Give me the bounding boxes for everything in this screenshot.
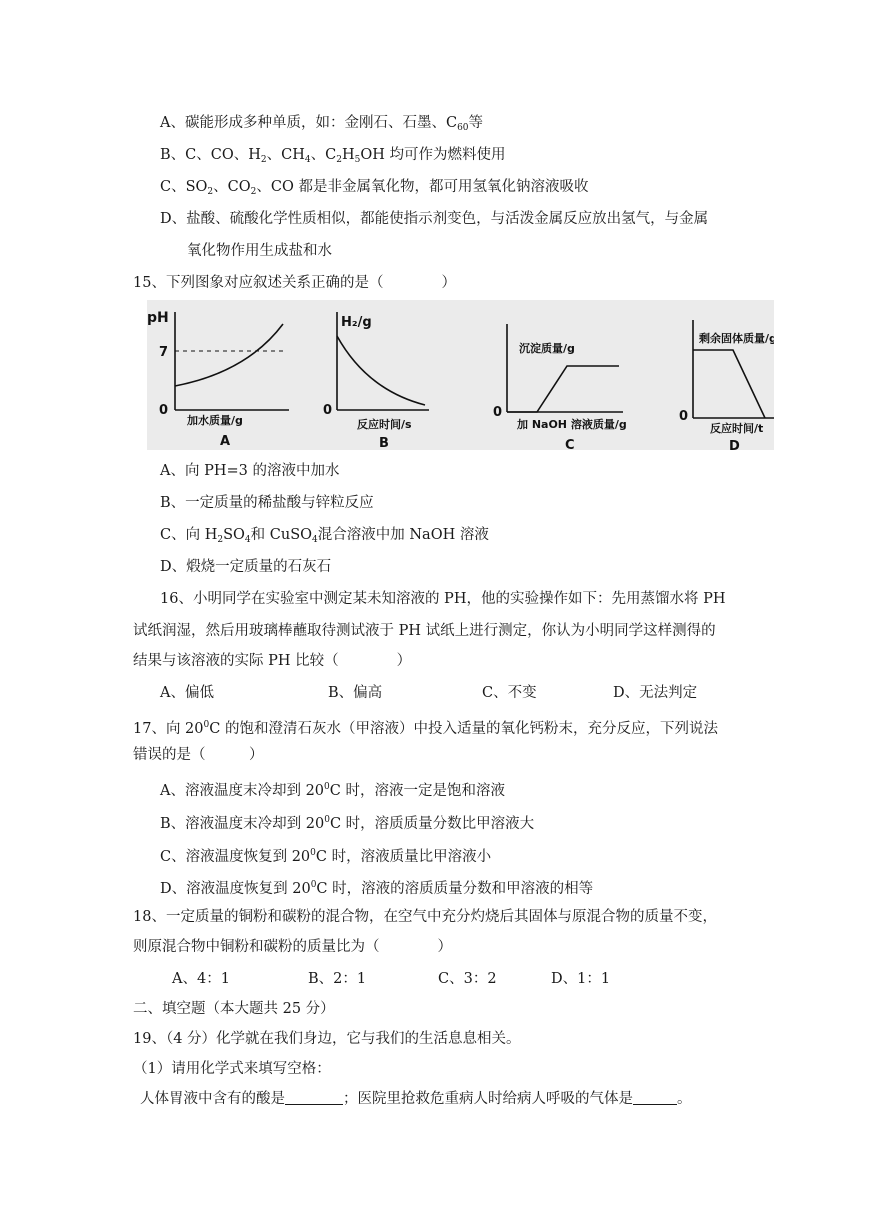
graph-d-curve [693,350,765,418]
graph-a-tick-7: 7 [159,345,169,360]
section-2-title: 二、填空题（本大题共 25 分） [133,1001,335,1017]
q15-option-d: D、煅烧一定质量的石灰石 [160,559,332,575]
q19-blank-2[interactable] [633,1090,677,1105]
q18-option-a: A、4：1 [172,971,230,987]
graph-a-y-label: pH [147,310,169,326]
q16-stem-line3: 结果与该溶液的实际 PH 比较（ ） [133,653,412,669]
graph-c-origin: 0 [493,405,503,420]
q15-stem: 15、下列图象对应叙述关系正确的是（ ） [133,275,456,291]
q19-sub1: （1）请用化学式来填写空格： [133,1061,331,1077]
graph-b [323,312,429,450]
q15-option-b: B、一定质量的稀盐酸与锌粒反应 [160,495,374,511]
graph-d-y-label: 剩余固体质量/g [699,332,774,345]
graph-a-letter: A [220,434,231,449]
q14-option-b: B、C、CO、$H_2$、$CH_4$、$C_2H_5OH$ 均可作为燃料使用 [160,147,506,165]
graph-b-y-label: H₂/g [341,315,372,330]
graph-d-origin: 0 [679,409,689,424]
graph-b-curve [337,336,425,405]
graph-d-x-label: 反应时间/t [710,422,764,435]
q16-stem-line1: 16、小明同学在实验室中测定某未知溶液的 PH，他的实验操作如下：先用蒸馏水将 PH [160,591,726,607]
q17-option-d: D、溶液温度恢复到 $20^0C$ 时，溶液的溶质质量分数和甲溶液的相等 [160,880,594,897]
q18-stem-line2: 则原混合物中铜粉和碳粉的质量比为（ ） [133,939,452,955]
q16-option-b: B、偏高 [328,685,383,701]
q14-option-d-line1: D、盐酸、硫酸化学性质相似，都能使指示剂变色，与活泼金属反应放出氢气，与金属 [160,211,709,227]
q14-option-a: A、碳能形成多种单质，如：金刚石、石墨、$C_{60}$等 [160,115,484,133]
q17-option-c: C、溶液温度恢复到 $20^0C$ 时，溶液质量比甲溶液小 [160,848,492,865]
graph-c-x-label: 加 NaOH 溶液质量/g [517,418,627,431]
graph-a-curve [175,324,283,386]
graph-c-curve [507,366,619,412]
q19-fill-line: 人体胃液中含有的酸是 ；医院里抢救危重病人时给病人呼吸的气体是 。 [140,1091,692,1107]
graph-a [147,310,289,449]
graph-a-x-label: 加水质量/g [187,414,243,427]
graph-b-letter: B [379,436,389,450]
q16-option-d: D、无法判定 [613,685,698,701]
q15-option-a: A、向 PH=3 的溶液中加水 [160,463,340,479]
q15-graph-strip [147,300,774,450]
graph-b-origin: 0 [323,403,333,418]
graph-a-origin: 0 [159,403,169,418]
q16-stem-line2: 试纸润湿，然后用玻璃棒蘸取待测试液于 PH 试纸上进行测定，你认为小明同学这样测得的 [133,623,716,639]
q19-stem: 19、（4 分）化学就在我们身边，它与我们的生活息息相关。 [133,1031,521,1047]
q15-option-c: C、向 $H_2SO_4$和 CuSO$_4$混合溶液中加 NaOH 溶液 [160,527,489,545]
graph-c [493,324,627,450]
graph-d-letter: D [729,439,740,450]
q16-option-c: C、不变 [482,685,537,701]
q15-graphs-svg [147,300,774,450]
graph-c-letter: C [565,438,575,450]
q18-option-b: B、2：1 [308,971,367,987]
q19-blank-1[interactable] [285,1090,343,1105]
q18-stem-line1: 18、一定质量的铜粉和碳粉的混合物，在空气中充分灼烧后其固体与原混合物的质量不变， [133,909,717,925]
q18-option-d: D、1：1 [551,971,611,987]
q16-option-a: A、偏低 [160,685,214,701]
q18-option-c: C、3：2 [438,971,497,987]
graph-d [679,320,774,450]
q17-option-a: A、溶液温度末冷却到 $20^0C$ 时，溶液一定是饱和溶液 [160,782,505,799]
q17-option-b: B、溶液温度末冷却到 $20^0C$ 时，溶质质量分数比甲溶液大 [160,815,535,832]
q14-option-c: C、$SO_2$、$CO_2$、CO 都是非金属氧化物，都可用氢氧化钠溶液吸收 [160,179,589,197]
q17-stem-line2: 错误的是（ ） [133,747,264,763]
q14-option-d-line2: 氧化物作用生成盐和水 [187,243,332,259]
graph-c-y-label: 沉淀质量/g [519,342,575,355]
graph-b-x-label: 反应时间/s [357,418,412,431]
q17-stem-line1: 17、向 $20^0C$ 的饱和澄清石灰水（甲溶液）中投入适量的氧化钙粉末，充分反应，下列说法 [133,720,718,737]
